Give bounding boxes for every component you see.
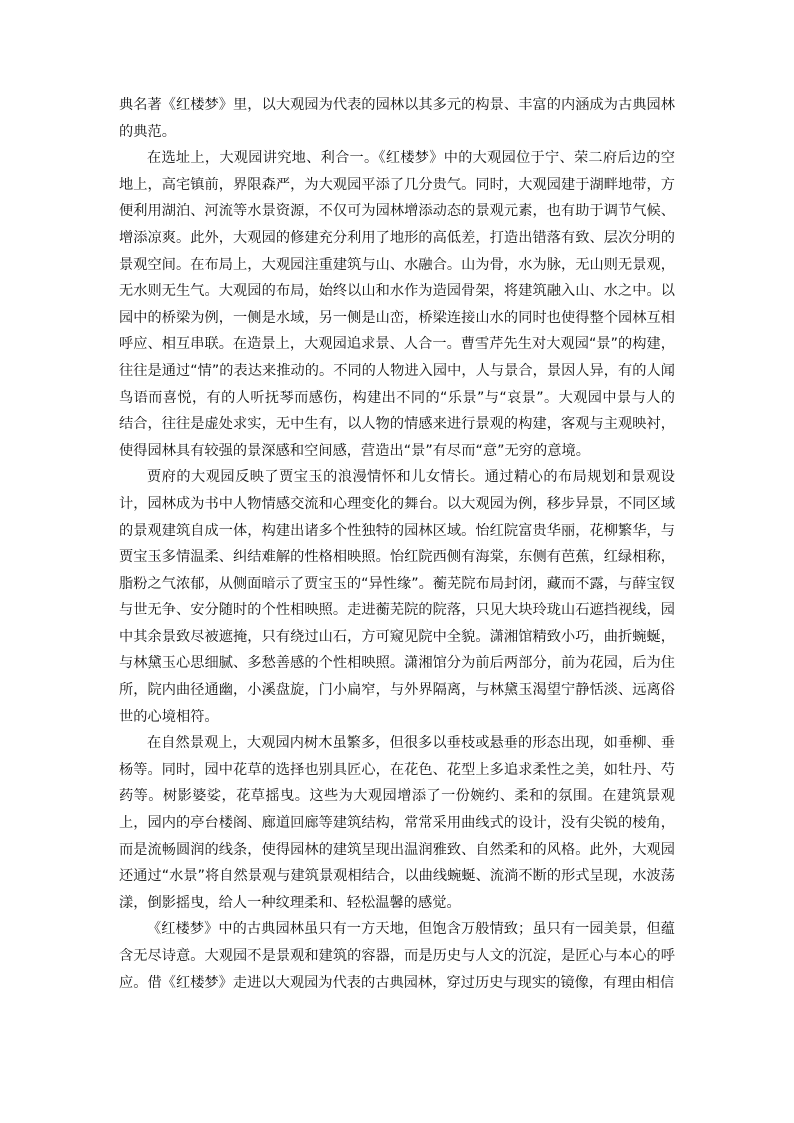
paragraph-continuation: 典名著《红楼梦》里，以大观园为代表的园林以其多元的构景、丰富的内涵成为古典园林的典范。 <box>119 97 675 140</box>
paragraph-character-gardens: 贾府的大观园反映了贾宝玉的浪漫情怀和儿女情长。通过精心的布局规划和景观设计，园林成为书中人物情感交流和心理变化的舞台。以大观园为例，移步异景，不同区域的景观建筑自成一体，构建出诸多个性独特的园林区域。怡红院富贵华丽，花柳繁华，与贾宝玉多情温柔、纠结难解的性格相映照。怡红院西侧有海棠，东侧有芭蕉，红绿相称，脂粉之气浓郁，从侧面暗示了贾宝玉的“异性缘”。蘅芜院布局封闭，藏而不露，与薛宝钗与世无争、安分随时的个性相映照。走进蘅芜院的院落，只见大块玲珑山石遮挡视线，园中其余景致尽被遮掩，只有绕过山石，方可窥见院中全貌。潇湘馆精致小巧，曲折蜿蜒，与林黛玉心思细腻、多愁善感的个性相映照。潇湘馆分为前后两部分，前为花园，后为住所，院内曲径通幽，小溪盘旋，门小扁窄，与外界隔离，与林黛玉渴望宁静恬淡、远离俗世的心境相符。 <box>119 469 675 725</box>
paragraph-conclusion: 《红楼梦》中的古典园林虽只有一方天地，但饱含万般情致；虽只有一园美景，但蕴含无尽诗意。大观园不是景观和建筑的容器，而是历史与人文的沉淀，是匠心与本心的呼应。借《红楼梦》走进以大观园为代表的古典园林，穿过历史与现实的镜像，有理由相信 <box>119 921 675 991</box>
paragraph-natural-landscape: 在自然景观上，大观园内树木虽繁多，但很多以垂枝或悬垂的形态出现，如垂柳、垂杨等。同时，园中花草的选择也别具匠心，在花色、花型上多追求柔性之美，如牡丹、芍药等。树影婆娑，花草摇曳。这些为大观园增添了一份婉约、柔和的氛围。在建筑景观上，园内的亭台楼阁、廊道回廊等建筑结构，常常采用曲线式的设计，没有尖锐的棱角，而是流畅圆润的线条，使得园林的建筑呈现出温润雅致、自然柔和的风格。此外，大观园还通过“水景”将自然景观与建筑景观相结合，以曲线蜿蜒、流淌不断的形式呈现，水波荡漾，倒影摇曳，给人一种纹理柔和、轻松温馨的感觉。 <box>119 735 675 911</box>
paragraph-site-selection: 在选址上，大观园讲究地、利合一。《红楼梦》中的大观园位于宁、荣二府后边的空地上，高宅镇前，界限森严，为大观园平添了几分贵气。同时，大观园建于湖畔地带，方便利用湖泊、河流等水景资源，不仅可为园林增添动态的景观元素，也有助于调节气候、增添凉爽。此外，大观园的修建充分利用了地形的高低差，打造出错落有致、层次分明的景观空间。在布局上，大观园注重建筑与山、水融合。山为骨，水为脉，无山则无景观，无水则无生气。大观园的布局，始终以山和水作为造园骨架，将建筑融入山、水之中。以园中的桥梁为例，一侧是水域，另一侧是山峦，桥梁连接山水的同时也使得整个园林互相呼应、相互串联。在造景上，大观园追求景、人合一。曹雪芹先生对大观园“景”的构建，往往是通过“情”的表达来推动的。不同的人物进入园中，人与景合，景因人异，有的人闻鸟语而喜悦，有的人听抚琴而感伤，构建出不同的“乐景”与“哀景”。大观园中景与人的结合，往往是虚处求实，无中生有，以人物的情感来进行景观的构建，客观与主观映衬，使得园林具有较强的景深感和空间感，营造出“景”有尽而“意”无穷的意境。 <box>119 150 675 459</box>
article-body <box>119 92 675 996</box>
